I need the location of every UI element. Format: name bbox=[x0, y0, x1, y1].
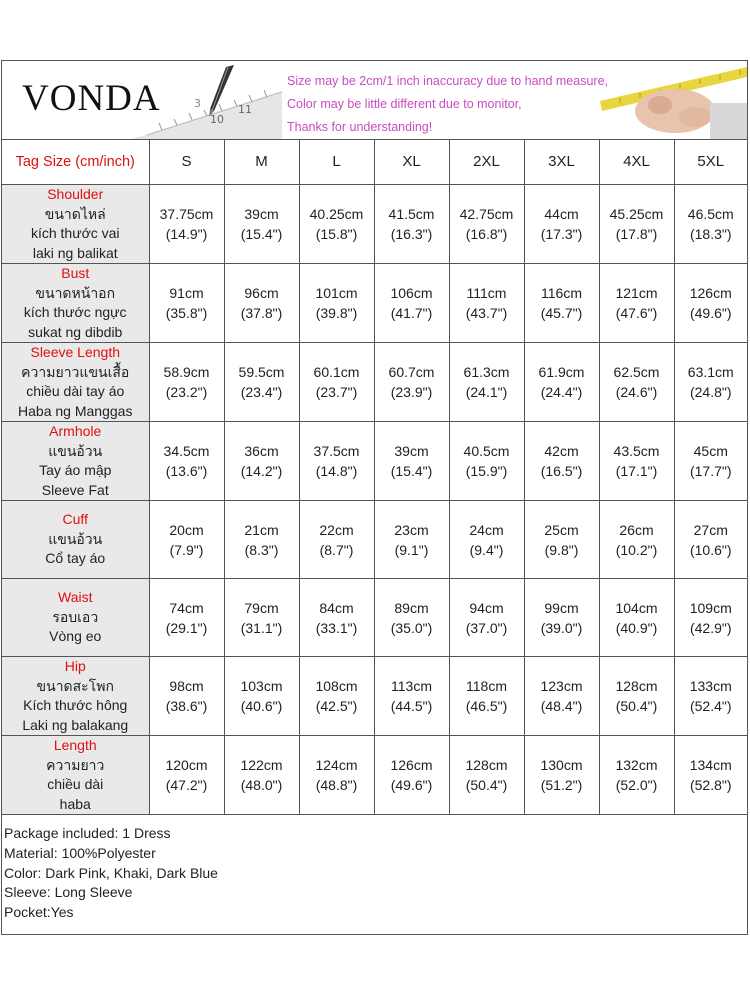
value-cm: 84cm bbox=[319, 599, 354, 616]
value-cm: 103cm bbox=[240, 678, 283, 694]
measurement-cell bbox=[449, 185, 524, 264]
value-inch: (47.6") bbox=[615, 305, 658, 321]
value-cm: 111cm bbox=[466, 285, 507, 301]
value-cm: 36cm bbox=[244, 443, 279, 459]
measurement-name: Cuff bbox=[62, 511, 88, 528]
value-cm: 101cm bbox=[315, 285, 358, 301]
measurement-cell bbox=[674, 736, 747, 815]
measurement-cell bbox=[524, 657, 599, 736]
measurement-translation: Cổ tay áo bbox=[45, 550, 106, 567]
table-row bbox=[2, 657, 747, 736]
measurement-cell bbox=[149, 501, 224, 579]
measurement-translation: ความยาวแขนเสื้อ bbox=[21, 363, 130, 380]
detail-pocket: Pocket:Yes bbox=[4, 904, 74, 921]
measurement-name: Waist bbox=[58, 589, 93, 606]
value-cm: 79cm bbox=[244, 599, 279, 616]
measurement-translation: ขนาดไหล่ bbox=[44, 205, 106, 222]
measurement-cell bbox=[374, 736, 449, 815]
measurement-cell bbox=[599, 579, 674, 657]
value-inch: (50.4") bbox=[465, 777, 508, 793]
measurement-cell bbox=[224, 657, 299, 736]
value-cm: 134cm bbox=[689, 757, 732, 773]
value-inch: (15.4") bbox=[390, 463, 433, 479]
measurement-translation: Tay áo mập bbox=[39, 462, 112, 478]
value-inch: (48.8") bbox=[315, 777, 358, 793]
value-inch: (14.9") bbox=[165, 226, 208, 242]
measurement-translation: Vòng eo bbox=[49, 628, 102, 645]
value-cm: 20cm bbox=[169, 521, 204, 538]
value-inch: (16.3") bbox=[390, 226, 433, 242]
value-inch: (15.9") bbox=[465, 463, 508, 479]
measurement-cell bbox=[224, 343, 299, 422]
measurement-label bbox=[2, 657, 149, 736]
measurement-translation: kích thước ngực bbox=[23, 304, 127, 320]
value-cm: 109cm bbox=[689, 599, 732, 616]
value-inch: (42.5") bbox=[315, 698, 358, 714]
measurement-cell bbox=[449, 343, 524, 422]
value-inch: (49.6") bbox=[390, 777, 433, 793]
measurement-translation: haba bbox=[59, 795, 91, 812]
measurement-cell bbox=[599, 264, 674, 343]
measurement-cell bbox=[374, 501, 449, 579]
value-inch: (48.4") bbox=[540, 698, 583, 714]
value-cm: 128cm bbox=[465, 757, 508, 773]
measurement-cell bbox=[224, 501, 299, 579]
value-inch: (8.7") bbox=[319, 541, 354, 558]
measurement-notes bbox=[287, 70, 608, 139]
value-cm: 89cm bbox=[394, 599, 429, 616]
value-cm: 121cm bbox=[615, 285, 658, 301]
measurement-translation: ความยาว bbox=[46, 756, 105, 773]
value-inch: (23.2") bbox=[165, 384, 208, 400]
value-cm: 130cm bbox=[540, 757, 583, 773]
table-row bbox=[2, 343, 747, 422]
value-inch: (9.8") bbox=[544, 541, 579, 558]
value-inch: (47.2") bbox=[165, 777, 208, 793]
value-cm: 104cm bbox=[615, 599, 658, 616]
value-inch: (8.3") bbox=[244, 541, 279, 558]
value-inch: (14.8") bbox=[315, 463, 358, 479]
value-cm: 116cm bbox=[541, 285, 582, 301]
value-cm: 91cm bbox=[169, 285, 204, 301]
value-cm: 45.25cm bbox=[609, 206, 664, 222]
value-cm: 41.5cm bbox=[388, 206, 435, 222]
value-cm: 24cm bbox=[469, 521, 504, 538]
value-inch: (16.8") bbox=[465, 226, 508, 242]
size-table bbox=[2, 139, 747, 815]
value-inch: (41.7") bbox=[390, 305, 433, 321]
value-cm: 39cm bbox=[244, 206, 279, 222]
value-cm: 37.75cm bbox=[159, 206, 214, 222]
measurement-cell bbox=[374, 185, 449, 264]
measurement-cell bbox=[374, 579, 449, 657]
value-inch: (33.1") bbox=[315, 619, 358, 636]
brand-logo: VONDA bbox=[22, 78, 161, 119]
measurement-translation: ขนาดสะโพก bbox=[36, 677, 114, 694]
measurement-translation: sukat ng dibdib bbox=[28, 323, 123, 340]
measurement-cell bbox=[224, 185, 299, 264]
value-cm: 61.3cm bbox=[463, 364, 510, 380]
size-header: XL bbox=[374, 139, 449, 185]
value-cm: 113cm bbox=[391, 678, 432, 694]
value-cm: 106cm bbox=[390, 285, 433, 301]
detail-color: Color: Dark Pink, Khaki, Dark Blue bbox=[4, 864, 218, 881]
value-inch: (39.8") bbox=[315, 305, 358, 321]
measurement-cell bbox=[599, 185, 674, 264]
value-cm: 44cm bbox=[544, 206, 579, 222]
size-header: 2XL bbox=[449, 139, 524, 185]
measurement-cell bbox=[674, 579, 747, 657]
value-cm: 60.1cm bbox=[313, 364, 360, 380]
measurement-label bbox=[2, 579, 149, 657]
value-inch: (37.0") bbox=[465, 619, 508, 636]
value-inch: (31.1") bbox=[240, 619, 283, 636]
measurement-cell bbox=[299, 579, 374, 657]
measurement-cell bbox=[299, 422, 374, 501]
value-cm: 126cm bbox=[390, 757, 433, 773]
measurement-cell bbox=[674, 501, 747, 579]
value-cm: 40.5cm bbox=[463, 443, 510, 459]
value-inch: (24.6") bbox=[615, 384, 658, 400]
header-banner bbox=[2, 61, 747, 140]
measurement-cell bbox=[674, 343, 747, 422]
measurement-cell bbox=[449, 579, 524, 657]
measurement-translation: chiều dài tay áo bbox=[26, 383, 125, 399]
value-inch: (17.3") bbox=[540, 226, 583, 242]
measurement-translation: ขนาดหน้าอก bbox=[35, 284, 116, 301]
value-inch: (10.2") bbox=[615, 541, 658, 558]
measurement-name: Sleeve Length bbox=[30, 344, 121, 360]
value-inch: (39.0") bbox=[540, 619, 583, 636]
value-cm: 42.75cm bbox=[459, 206, 514, 222]
measurement-label bbox=[2, 501, 149, 579]
value-cm: 124cm bbox=[315, 757, 358, 773]
measurement-cell bbox=[524, 422, 599, 501]
value-inch: (17.8") bbox=[615, 226, 658, 242]
measurement-cell bbox=[374, 657, 449, 736]
value-inch: (52.4") bbox=[689, 698, 732, 714]
value-cm: 27cm bbox=[693, 521, 728, 538]
value-inch: (46.5") bbox=[465, 698, 508, 714]
value-inch: (35.8") bbox=[165, 305, 208, 321]
value-inch: (16.5") bbox=[540, 463, 583, 479]
value-inch: (17.7") bbox=[689, 463, 732, 479]
value-inch: (23.4") bbox=[240, 384, 283, 400]
measurement-cell bbox=[599, 343, 674, 422]
measurement-translation: laki ng balikat bbox=[32, 244, 118, 261]
value-inch: (52.0") bbox=[615, 777, 658, 793]
table-row bbox=[2, 579, 747, 657]
value-cm: 108cm bbox=[315, 678, 358, 694]
measurement-cell bbox=[599, 657, 674, 736]
measurement-translation: Sleeve Fat bbox=[41, 481, 109, 498]
measurement-cell bbox=[224, 579, 299, 657]
note-line: Thanks for understanding! bbox=[287, 120, 433, 134]
measurement-cell bbox=[149, 264, 224, 343]
measurement-translation: kích thước vai bbox=[30, 225, 120, 241]
size-header: 3XL bbox=[524, 139, 599, 185]
measurement-cell bbox=[299, 185, 374, 264]
measurement-label bbox=[2, 264, 149, 343]
measurement-cell bbox=[524, 343, 599, 422]
measurement-cell bbox=[524, 264, 599, 343]
measurement-translation: แขนอ้วน bbox=[48, 442, 103, 459]
ruler-digit: 10 bbox=[210, 113, 224, 126]
measurement-cell bbox=[674, 264, 747, 343]
value-inch: (15.8") bbox=[315, 226, 358, 242]
value-cm: 94cm bbox=[469, 599, 504, 616]
size-header: S bbox=[149, 139, 224, 185]
table-row bbox=[2, 422, 747, 501]
measurement-cell bbox=[449, 736, 524, 815]
value-inch: (15.4") bbox=[240, 226, 283, 242]
value-cm: 99cm bbox=[544, 599, 579, 616]
measurement-label bbox=[2, 343, 149, 422]
measurement-cell bbox=[149, 185, 224, 264]
value-inch: (7.9") bbox=[169, 541, 204, 558]
measurement-cell bbox=[374, 264, 449, 343]
size-header: L bbox=[299, 139, 374, 185]
measurement-cell bbox=[524, 736, 599, 815]
measurement-cell bbox=[149, 343, 224, 422]
value-cm: 37.5cm bbox=[313, 443, 360, 459]
value-cm: 46.5cm bbox=[687, 206, 734, 222]
value-cm: 34.5cm bbox=[163, 443, 210, 459]
measurement-cell bbox=[149, 422, 224, 501]
measurement-cell bbox=[299, 736, 374, 815]
value-cm: 21cm bbox=[244, 521, 279, 538]
size-header: 4XL bbox=[599, 139, 674, 185]
measurement-cell bbox=[524, 185, 599, 264]
measurement-label bbox=[2, 422, 149, 501]
value-cm: 26cm bbox=[619, 521, 654, 538]
value-inch: (17.1") bbox=[615, 463, 658, 479]
value-inch: (42.9") bbox=[689, 619, 732, 636]
value-inch: (14.2") bbox=[240, 463, 283, 479]
value-cm: 126cm bbox=[689, 285, 732, 301]
value-inch: (24.8") bbox=[689, 384, 732, 400]
measurement-name: Length bbox=[53, 737, 97, 753]
measurement-translation: Haba ng Manggas bbox=[18, 402, 133, 419]
measurement-cell bbox=[224, 264, 299, 343]
table-row bbox=[2, 736, 747, 815]
value-inch: (10.6") bbox=[689, 541, 732, 558]
value-inch: (43.7") bbox=[465, 305, 508, 321]
value-cm: 98cm bbox=[169, 678, 204, 694]
value-inch: (49.6") bbox=[689, 305, 732, 321]
value-inch: (18.3") bbox=[689, 226, 732, 242]
table-row bbox=[2, 185, 747, 264]
value-inch: (9.4") bbox=[469, 541, 504, 558]
value-inch: (50.4") bbox=[615, 698, 658, 714]
detail-package: Package included: 1 Dress bbox=[4, 825, 171, 841]
measurement-cell bbox=[224, 422, 299, 501]
measurement-label bbox=[2, 736, 149, 815]
measurement-cell bbox=[599, 736, 674, 815]
measurement-translation: แขนอ้วน bbox=[48, 530, 103, 547]
size-chart-sheet bbox=[1, 60, 748, 935]
ruler-digit: 11 bbox=[238, 103, 252, 116]
value-inch: (13.6") bbox=[165, 463, 208, 479]
value-cm: 45cm bbox=[693, 443, 728, 459]
value-inch: (23.9") bbox=[390, 384, 433, 400]
value-cm: 43.5cm bbox=[613, 443, 660, 459]
measurement-cell bbox=[299, 657, 374, 736]
measurement-translation: รอบเอว bbox=[52, 608, 99, 625]
note-line: Size may be 2cm/1 inch inaccuracy due to hand measure, bbox=[287, 74, 609, 88]
value-cm: 25cm bbox=[544, 521, 579, 538]
table-row bbox=[2, 501, 747, 579]
value-inch: (44.5") bbox=[390, 698, 433, 714]
measurement-cell bbox=[224, 736, 299, 815]
measurement-name: Armhole bbox=[49, 423, 102, 439]
measurement-cell bbox=[599, 422, 674, 501]
value-cm: 120cm bbox=[165, 757, 208, 773]
ruler-digit: 3 bbox=[194, 97, 201, 110]
value-cm: 40.25cm bbox=[309, 206, 364, 222]
measurement-translation: chiều dài bbox=[47, 776, 104, 792]
value-cm: 118cm bbox=[466, 678, 507, 694]
measurement-cell bbox=[674, 422, 747, 501]
measurement-translation: Kích thước hông bbox=[23, 697, 128, 713]
value-cm: 123cm bbox=[540, 678, 583, 694]
value-cm: 128cm bbox=[615, 678, 658, 694]
measurement-name: Bust bbox=[61, 265, 90, 281]
value-inch: (51.2") bbox=[540, 777, 583, 793]
value-cm: 96cm bbox=[244, 285, 279, 301]
value-inch: (35.0") bbox=[390, 619, 433, 636]
measurement-cell bbox=[449, 422, 524, 501]
value-inch: (23.7") bbox=[315, 384, 358, 400]
measurement-cell bbox=[149, 736, 224, 815]
value-cm: 39cm bbox=[394, 443, 429, 459]
value-inch: (9.1") bbox=[394, 541, 429, 558]
measurement-name: Shoulder bbox=[47, 186, 104, 202]
value-cm: 59.5cm bbox=[238, 364, 285, 380]
measurement-name: Hip bbox=[64, 658, 86, 674]
table-row bbox=[2, 264, 747, 343]
measurement-cell bbox=[599, 501, 674, 579]
measurement-cell bbox=[524, 579, 599, 657]
product-details bbox=[4, 824, 218, 923]
measurement-cell bbox=[674, 657, 747, 736]
value-inch: (29.1") bbox=[165, 619, 208, 636]
measurement-cell bbox=[524, 501, 599, 579]
size-header: M bbox=[224, 139, 299, 185]
value-cm: 42cm bbox=[544, 443, 579, 459]
measurement-translation: Laki ng balakang bbox=[22, 716, 129, 733]
value-cm: 61.9cm bbox=[538, 364, 585, 380]
measurement-cell bbox=[149, 657, 224, 736]
measurement-cell bbox=[299, 501, 374, 579]
tag-size-header: Tag Size (cm/inch) bbox=[2, 139, 149, 185]
measurement-cell bbox=[149, 579, 224, 657]
detail-sleeve: Sleeve: Long Sleeve bbox=[4, 884, 133, 901]
value-cm: 58.9cm bbox=[163, 364, 210, 380]
measurement-cell bbox=[449, 264, 524, 343]
value-cm: 62.5cm bbox=[613, 364, 660, 380]
value-inch: (40.9") bbox=[615, 619, 658, 636]
value-inch: (37.8") bbox=[240, 305, 283, 321]
value-cm: 22cm bbox=[319, 521, 354, 538]
value-inch: (24.4") bbox=[540, 384, 583, 400]
value-inch: (38.6") bbox=[165, 698, 208, 714]
value-cm: 23cm bbox=[394, 521, 429, 538]
value-inch: (48.0") bbox=[240, 777, 283, 793]
value-cm: 122cm bbox=[240, 757, 283, 773]
measuring-tape-image bbox=[600, 61, 747, 139]
detail-material: Material: 100%Polyester bbox=[4, 844, 156, 861]
value-inch: (45.7") bbox=[540, 305, 583, 321]
value-cm: 132cm bbox=[615, 757, 658, 773]
measurement-cell bbox=[374, 343, 449, 422]
value-cm: 133cm bbox=[689, 678, 732, 694]
value-inch: (24.1") bbox=[465, 384, 508, 400]
measurement-cell bbox=[449, 501, 524, 579]
measurement-label bbox=[2, 185, 149, 264]
measurement-cell bbox=[374, 422, 449, 501]
measurement-cell bbox=[449, 657, 524, 736]
measurement-cell bbox=[299, 343, 374, 422]
size-header: 5XL bbox=[674, 139, 747, 185]
note-line: Color may be little different due to monitor, bbox=[287, 97, 522, 111]
value-cm: 60.7cm bbox=[388, 364, 435, 380]
measurement-cell bbox=[299, 264, 374, 343]
value-inch: (40.6") bbox=[240, 698, 283, 714]
ruler-pencil-image bbox=[132, 61, 282, 139]
value-cm: 63.1cm bbox=[687, 364, 734, 380]
value-inch: (52.8") bbox=[689, 777, 732, 793]
measurement-cell bbox=[674, 185, 747, 264]
value-cm: 74cm bbox=[169, 599, 204, 616]
